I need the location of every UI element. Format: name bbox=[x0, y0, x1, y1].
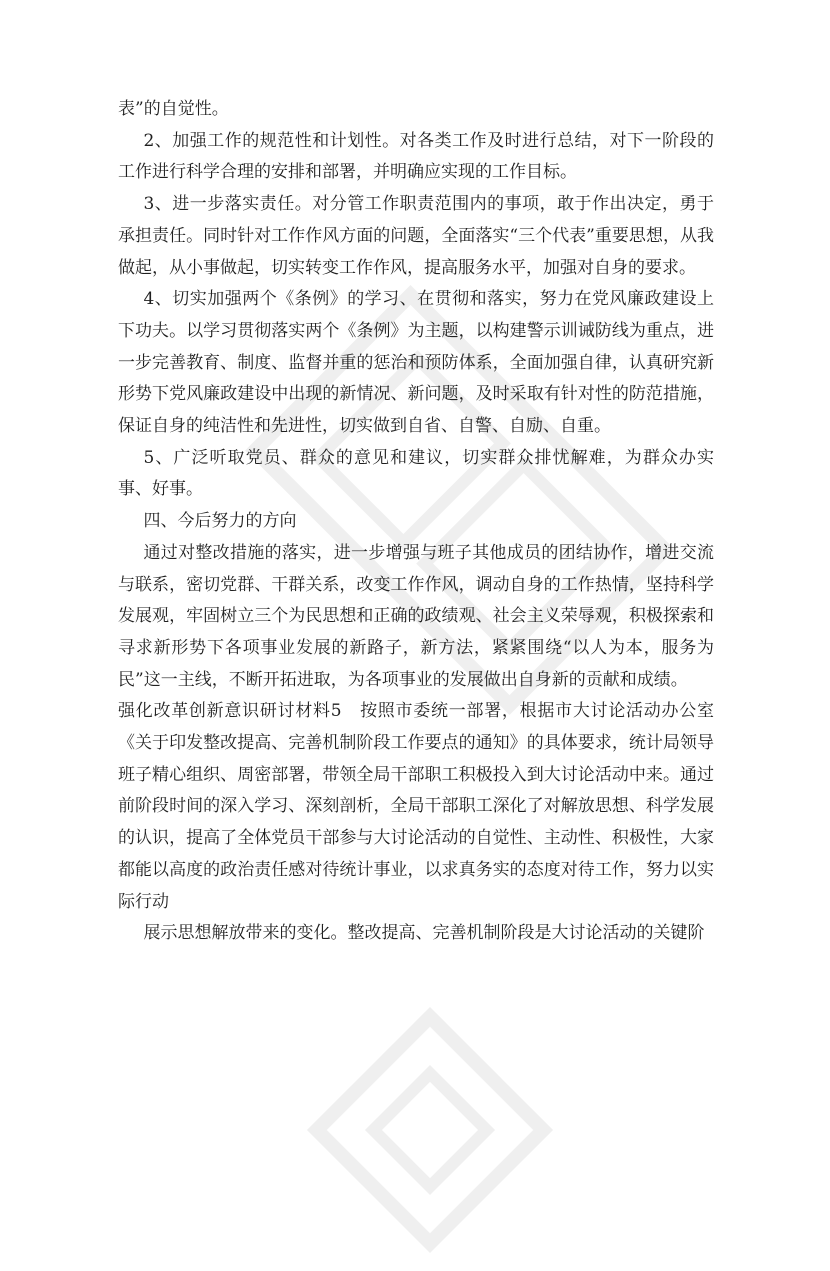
paragraph-3: 3、进一步落实责任。对分管工作职责范围内的事项，敢于作出决定，勇于承担责任。同时针对工作作风方面的问题，全面落实“三个代表”重要思想，从我做起，从小事做起，切实转变工作作风，提高服务水平，加强对自身的要求。 bbox=[118, 194, 714, 278]
paragraph-8: 展示思想解放带来的变化。整改提高、完善机制阶段是大讨论活动的关键阶 bbox=[143, 923, 705, 944]
document-body bbox=[118, 94, 714, 950]
paragraph-7: 强化改革创新意识研讨材料5 按照市委统一部署，根据市大讨论活动办公室《关于印发整改提高、完善机制阶段工作要点的通知》的具体要求，统计局领导班子精心组织、周密部署，带领全局干部职工积极投入到大讨论活动中来。通过前阶段时间的深入学习、深刻剖析，全局干部职工深化了对解放思想、科学发展的认识，提高了全体党员干部参与大讨论活动的自觉性、主动性、积极性，大家都能以高度的政治责任感对待统计事业，以求真务实的态度对待工作，努力以实际行动 bbox=[118, 701, 714, 912]
watermark-graphic-bottom bbox=[289, 989, 572, 1271]
section-heading: 四、今后努力的方向 bbox=[143, 511, 297, 532]
paragraph-2: 2、加强工作的规范性和计划性。对各类工作及时进行总结，对下一阶段的工作进行科学合理的安排和部署，并明确应实现的工作目标。 bbox=[118, 130, 714, 183]
paragraph-4: 4、切实加强两个《条例》的学习、在贯彻和落实，努力在党风廉政建设上下功夫。以学习贯彻落实两个《条例》为主题，以构建警示训诫防线为重点，进一步完善教育、制度、监督并重的惩治和预防体系，全面加强自律，认真研究新形势下党风廉政建设中出现的新情况、新问题，及时采取有针对性的防范措施，保证自身的纯洁性和先进性，切实做到自省、自警、自励、自重。 bbox=[118, 289, 714, 437]
paragraph-1: 表”的自觉性。 bbox=[118, 99, 229, 119]
paragraph-6: 通过对整改措施的落实，进一步增强与班子其他成员的团结协作，增进交流与联系，密切党群、干群关系，改变工作作风，调动自身的工作热情，坚持科学发展观，牢固树立三个为民思想和正确的政绩观、社会主义荣辱观，积极探索和寻求新形势下各项事业发展的新路子，新方法，紧紧围绕“以人为本，服务为民”这一主线，不断开拓进取，为各项事业的发展做出自身新的贡献和成绩。 bbox=[118, 542, 714, 690]
paragraph-5: 5、广泛听取党员、群众的意见和建议，切实群众排忧解难，为群众办实事、好事。 bbox=[118, 447, 714, 500]
